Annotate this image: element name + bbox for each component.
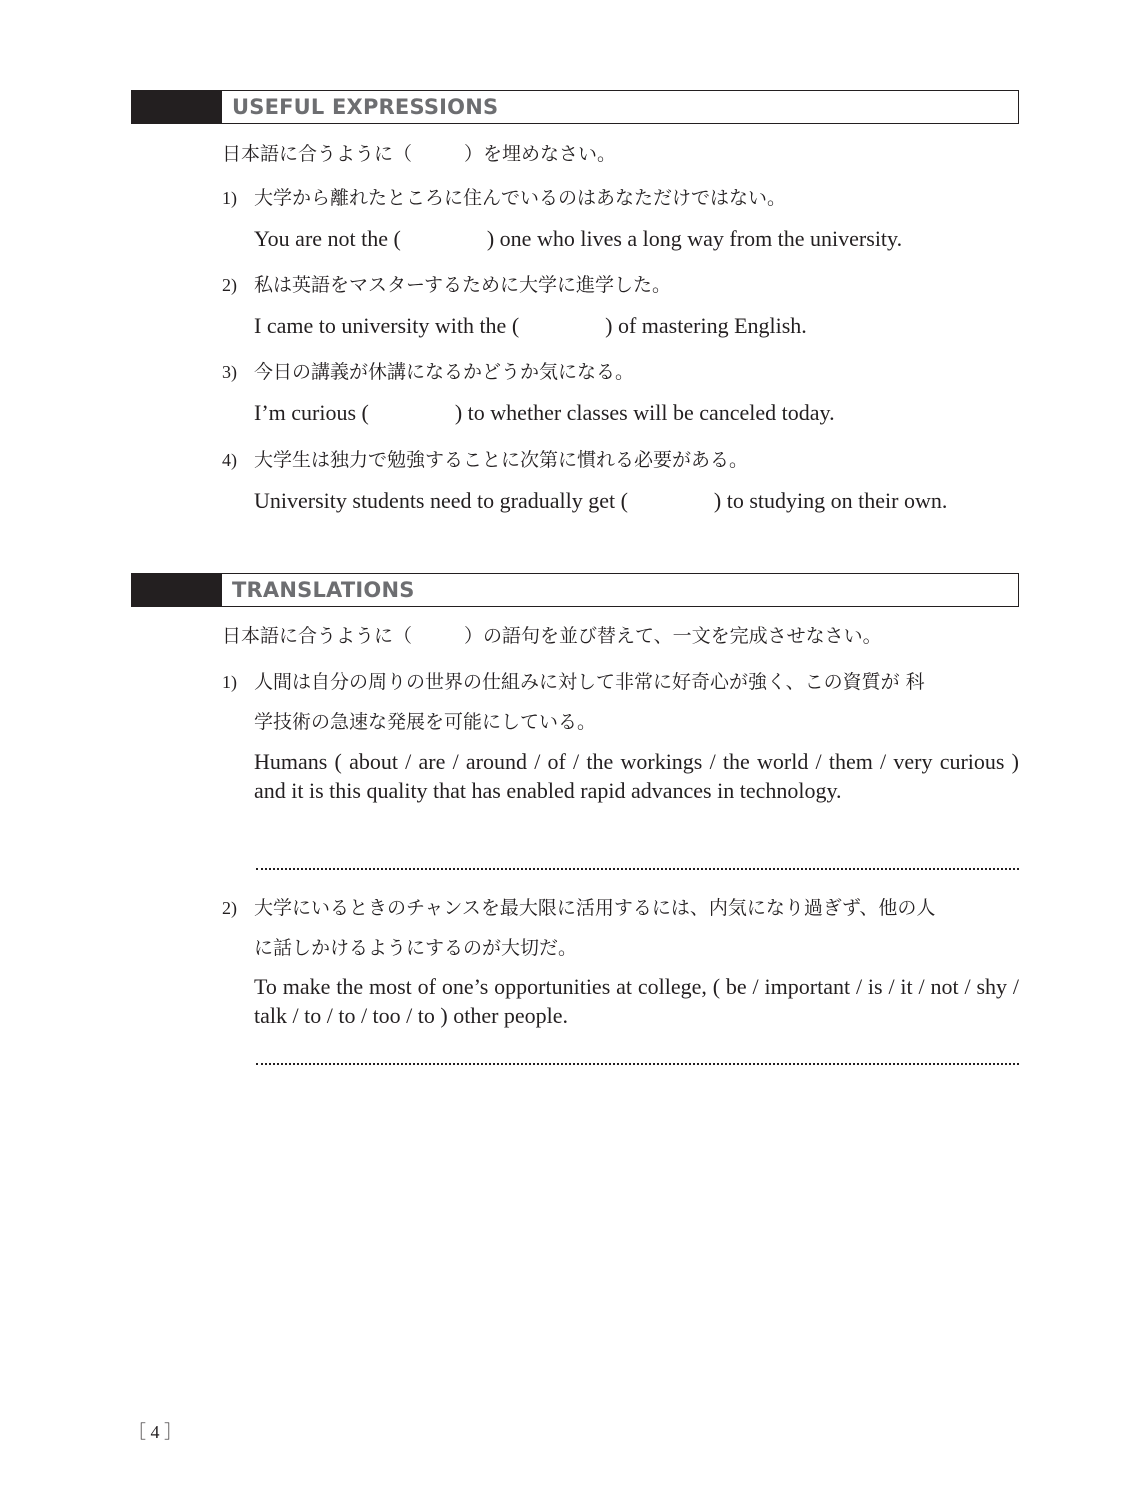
item-number: 2)	[222, 898, 237, 918]
translations-instruction: 日本語に合うように（ ）の語句を並び替えて、一文を完成させなさい。	[222, 625, 882, 647]
item-english: Humans ( about / are / around / of / the workings / the world / them / very curious ) and it is this quality that has enabled rapid advances in technology.	[254, 749, 1019, 803]
section-title-box	[221, 573, 1019, 607]
item-number: 1)	[222, 672, 237, 692]
useful-expressions-instruction: 日本語に合うように（ ）を埋めなさい。	[222, 143, 617, 165]
answer-line[interactable]	[256, 1063, 1019, 1065]
section-title: TRANSLATIONS	[232, 578, 415, 602]
useful-expressions-header	[131, 90, 1019, 124]
item-japanese: 大学から離れたところに住んでいるのはあなただけではない。	[254, 187, 787, 209]
item-japanese: 大学生は独力で勉強することに次第に慣れる必要がある。	[254, 449, 749, 471]
section-title: USEFUL EXPRESSIONS	[232, 95, 499, 119]
section-title-box	[221, 90, 1019, 124]
item-japanese: 今日の講義が休講になるかどうか気になる。	[254, 361, 635, 383]
item-english: University students need to gradually get ( ) to studying on their own.	[254, 488, 948, 513]
item-japanese-line: 学技術の急速な発展を可能にしている。	[254, 711, 597, 733]
item-english: I came to university with the ( ) of mastering English.	[254, 313, 807, 338]
answer-line[interactable]	[256, 868, 1019, 870]
item-english: To make the most of one’s opportunities at college, ( be / important / is / it / not / shy / talk / to / to / too / to ) other people.	[254, 974, 1019, 1028]
item-number: 3)	[222, 362, 237, 382]
section-tab	[131, 573, 221, 607]
section-tab	[131, 90, 221, 124]
item-english: I’m curious ( ) to whether classes will be canceled today.	[254, 400, 835, 425]
item-japanese-line: 大学にいるときのチャンスを最大限に活用するには、内気になり過ぎず、他の人	[254, 897, 936, 919]
item-japanese: 私は英語をマスターするために大学に進学した。	[254, 274, 672, 296]
page-number: ［ 4 ］	[128, 1422, 182, 1442]
item-number: 4)	[222, 450, 237, 470]
item-japanese-line: に話しかけるようにするのが大切だ。	[254, 937, 578, 959]
item-english: You are not the ( ) one who lives a long way from the university.	[254, 226, 903, 251]
item-number: 1)	[222, 188, 237, 208]
item-number: 2)	[222, 275, 237, 295]
translations-header	[131, 573, 1019, 607]
item-japanese-line: 人間は自分の周りの世界の仕組みに対して非常に好奇心が強く、この資質が 科	[254, 671, 925, 693]
